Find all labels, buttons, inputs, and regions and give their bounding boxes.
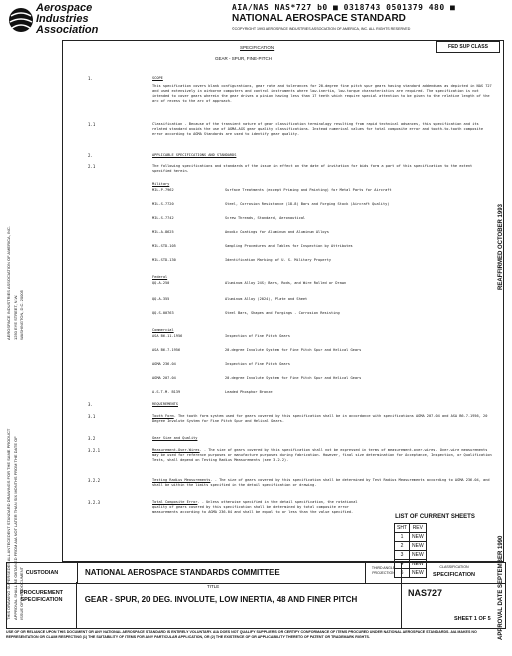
margin-line: ISSUE OF THIS DOCUMENT [19,566,24,620]
doc-id: QQ-A-250 [152,281,170,285]
section-text: The following specifications and standards of the issue in effect on the date of invitation for bids form a part of this specification to the extent specified herein. [152,164,473,173]
doc-title: Screw Threads, Standard, Aeronautical [225,216,306,220]
section-heading: APPLICABLE SPECIFICATIONS AND STANDARDS [152,153,237,157]
section-number: 3. [88,402,93,407]
sheet-rev: NEW [410,551,427,560]
classification-cell [401,563,506,583]
title-row [6,582,506,629]
doc-id: ASA B6.11-1956 [152,334,183,338]
custodian-row [6,562,506,584]
section-text: This specification covers blank configurations, gear rate and tolerances for 20-degree fine pitch spur gears having standard addendums as depicted in NAS 727 and used extensively in airborne computers and control instruments where low-inertia, low-torque characteristics are required. The specification is not intended to cover gears wherein the gear drives a pinion having less than 17 teeth which require special attention to be given to the relative length of the arc of recess to the arc of approach. [152,84,492,103]
doc-title: Anodic Coatings for Aluminum and Aluminum Alloys [225,230,329,234]
aia-logo [8,2,128,38]
section-number: 2.1 [88,164,96,169]
doc-title: Inspection of Fine Pitch Gears [225,334,290,338]
section-text [152,478,492,488]
doc-title: Aluminum Alloy 24S; Bars, Rods, and Wire Rolled or Drawn [225,281,347,285]
sheet-number: 1 [395,533,410,542]
procurement-label: PROCUREMENT SPECIFICATION [7,582,77,628]
document-code-line: AIA/NAS NAS*727 b0 ■ 0318743 0501379 480 ■ [232,3,456,12]
standard-number: NAS727 [408,588,443,598]
sheet-number: 3 [395,551,410,560]
current-sheets-title: LIST OF CURRENT SHEETS [395,514,475,520]
section-number: 1.1 [88,122,96,127]
classification-label: CLASSIFICATION [439,565,469,569]
standard-title: NATIONAL AEROSPACE STANDARD [232,13,406,24]
margin-line: APPROVAL SHALL BE OBTAINED FROM AIA NOT LATER THAN SIX MONTHS FROM THE DATE OF [13,436,18,620]
logo-line3: Association [36,24,99,36]
sheet-rev: NEW [410,542,427,551]
doc-id: MIL-A-8625 [152,230,174,234]
doc-title: Identification Marking of U. S. Military Property [225,258,332,262]
sheet-header: SHT [395,524,410,533]
sheet-rev: NEW [410,560,427,569]
left-margin-notes [6,150,46,620]
section-heading: Total Composite Error [152,500,198,504]
document-title: GEAR - SPUR, 20 DEG. INVOLUTE, LOW INERTIA, 48 AND FINER PITCH [84,595,358,604]
doc-id: MIL-STD-105 [152,244,176,248]
doc-id: MIL-P-7962 [152,188,174,192]
logo-line2: Industries [36,13,89,25]
section-number: 3.2 [88,436,96,441]
doc-title: Aluminum Alloy (2024), Plate and Sheet [225,297,308,301]
section-body: . - Unless otherwise specified in the detail specification, the rotational quality of gears covered by this specification shall be determined by total composite error measurements according to AGMA 236.04 and shall be equal to or less than the value specified. [152,500,358,514]
number-cell [401,582,506,628]
section-body: . - The size of gears covered by this specification shall be determined by Test Radius Measurements according to AGMA 236.04, and shall be within the limits specified in the detail specification or drawing. [152,478,490,487]
doc-title: Leaded Phosphor Bronze [225,390,273,394]
section-heading: Tooth Form [152,414,174,418]
custodian-label: CUSTODIAN [7,563,78,583]
sheet-number: 5 [395,569,410,578]
section-text [152,500,367,515]
doc-id: QQ-A-355 [152,297,170,301]
doc-title: Sampling Procedures and Tables for Inspection by Attributes [225,244,353,248]
third-angle-projection: THIRD ANGLE PROJECTION [365,563,401,583]
doc-title: 20-degree Involute System for Fine Pitch Spur and Helical Gears [225,376,362,380]
section-body: . - The size of gears covered by this specification shall not be expressed in terms of measurement-over-wires. Over-wire measurements may be used for reference purposes or manufacture purposes during fabrication. However, final size determination for Acceptance, Inspection, or Qualification Tests, shall depend on Testing Radius Measurements (see 3.2.2). [152,448,492,462]
doc-title: 20-degree Involute System for Fine Pitch Spur and Helical Gears [225,348,362,352]
doc-title: Steel Bars, Shapes and Forgings - Corrosion Resisting [225,311,340,315]
doc-id: A.S.T.M. B139 [152,390,181,394]
doc-category: Military [152,182,170,186]
doc-id: QQ-S-00763 [152,311,174,315]
doc-id: AGMA 236.04 [152,362,176,366]
section-number: 3.2.3 [88,500,101,505]
sheet-rev: NEW [410,533,427,542]
sheet-count: SHEET 1 OF 5 [454,616,491,622]
section-text [152,414,492,424]
doc-id: MIL-S-7720 [152,202,174,206]
sheet-rev: NEW [410,569,427,578]
section-number: 1. [88,76,93,81]
doc-title: Steel, Corrosion Resistance (18-8) Bars and Forging Stock (Aircraft Quality) [225,202,390,206]
classification-value: SPECIFICATION [432,572,476,578]
doc-id: AGMA 207.04 [152,376,176,380]
specification-name: GEAR - SPUR, FINE-PITCH [215,56,273,61]
doc-title: Inspection of Fine Pitch Gears [225,362,290,366]
section-heading: REQUIREMENTS [152,402,178,406]
specification-label: SPECIFICATION [240,45,275,50]
section-number: 3.2.2 [88,478,101,483]
sheet-number: 4 [395,560,410,569]
copyright-line: ©COPYRIGHT 1993 AEROSPACE INDUSTRIES ASSOCIATION OF AMERICA, INC. ALL RIGHTS RESERVED [232,27,411,31]
section-text [152,448,492,463]
margin-line: AEROSPACE INDUSTRIES ASSOCIATION OF AMERICA, INC. [6,226,11,340]
margin-line: THIS DRAWING SUPERSEDES ALL ANTECEDENT STANDARD DRAWINGS FOR THE SAME PRODUCT [6,428,11,620]
section-number: 3.1 [88,414,96,419]
section-body: - The tooth form system used for gears covered by this specification shall be in accordance with specifications AGMA 207.04 and ASA B6.7-1956, 20 Degree Involute System for Fine Pitch Spur and Helical Gears. [152,414,488,423]
section-text: Classification - Because of the transient nature of gear classification terminology resulting from rapid technical advances, this specification and its related standard avoids the use of AGMA-AGS gear quality classifications. Instead numerical values for total composite error and tooth-to-tooth composite error according to AGMA Standards are used to identify gear quality. [152,122,484,136]
fed-sup-class-box: FED SUP CLASS [436,41,500,53]
sheet-number: 2 [395,542,410,551]
doc-title: Surface Treatments (except Priming and Painting) for Metal Parts for Aircraft [225,188,392,192]
doc-id: ASA B6.7-1956 [152,348,181,352]
section-heading: SCOPE [152,76,163,80]
section-heading: Testing Radius Measurements [152,478,211,482]
title-label: TITLE [207,584,220,589]
margin-line: WASHINGTON, D.C. 20005 [19,290,24,340]
rev-header: REV [410,524,427,533]
reaffirmed-date: REAFFIRMED OCTOBER 1993 [498,204,504,290]
aia-globe-icon [8,2,34,38]
doc-id: MIL-S-7742 [152,216,174,220]
doc-category: Federal [152,275,168,279]
doc-category: Commercial [152,328,174,332]
custodian-name: NATIONAL AEROSPACE STANDARDS COMMITTEE [85,568,280,577]
logo-line1: Aerospace [36,2,93,14]
section-heading: Gear Size and Quality [152,436,198,440]
approval-date: APPROVAL DATE SEPTEMBER 1990 [498,535,504,640]
margin-line: 1250 EYE STREET, N.W. [13,294,18,340]
section-heading: Measurement-Over-Wires [152,448,200,452]
section-number: 2. [88,153,93,158]
disclaimer-text: USE OF OR RELIANCE UPON THIS DOCUMENT OR ANY NATIONAL AEROSPACE STANDARD IS ENTIRELY VOLUNTARY. AIA DOES NOT QUALIFY SUPPLIERS OR CERTIFY CONFORMANCE OF ITEMS PROCURED UNDER NATIONAL AEROSPACE STANDARDS. AIA MAKES NO REPRESENTATION OR CLAIM RESPECTING (1) THE SUITABILITY OF ITEMS FOR ANY PARTICULAR APPLICATION, OR (2) THE EXISTENCE OF OR APPLICABILITY THERETO OF PATENT OR TRADEMARK RIGHTS. [6,630,477,639]
doc-id: MIL-STD-130 [152,258,176,262]
section-number: 3.2.1 [88,448,101,453]
